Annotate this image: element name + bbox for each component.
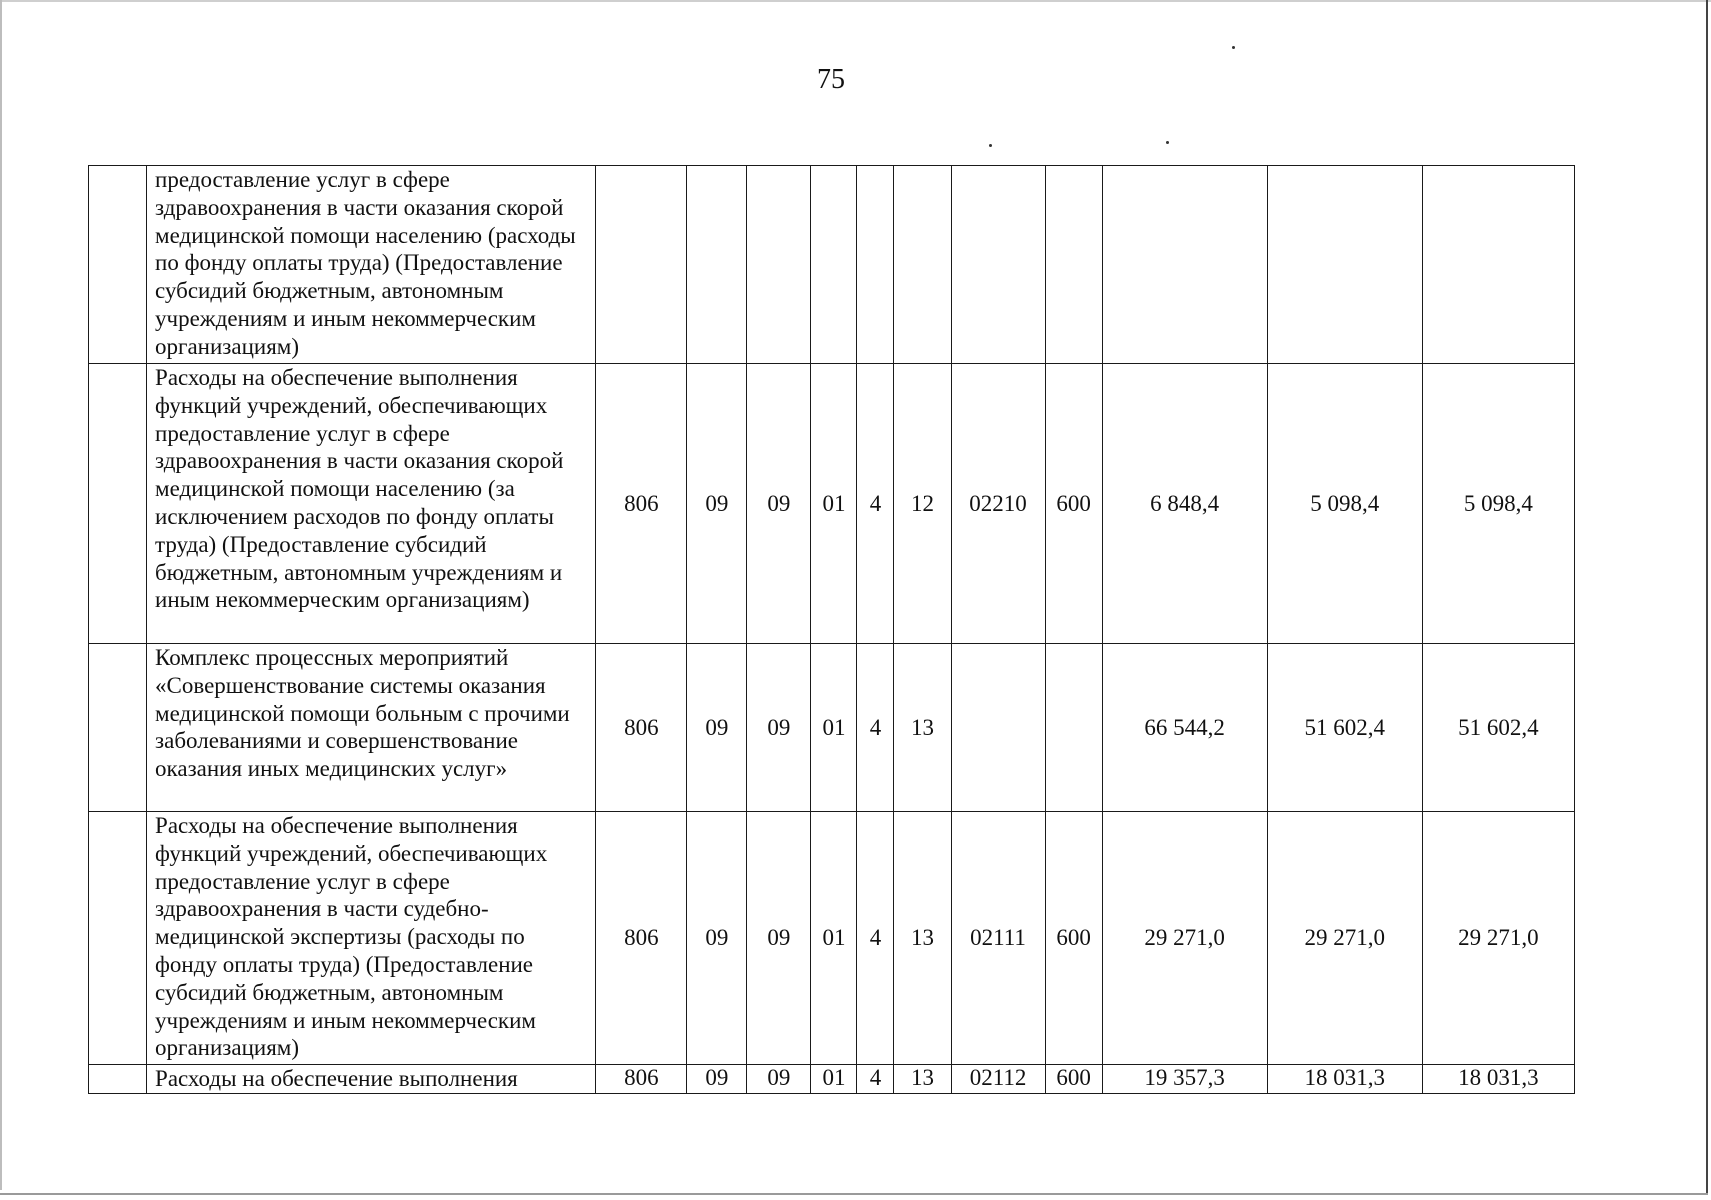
direction-code-cell xyxy=(951,166,1045,364)
row-marker-cell xyxy=(89,644,147,812)
sum-year-2-cell: 5 098,4 xyxy=(1267,364,1422,644)
direction-code-cell: 02210 xyxy=(951,364,1045,644)
subsection-code-cell: 09 xyxy=(747,1065,811,1094)
subprogram-code-cell: 4 xyxy=(857,812,894,1065)
section-code-cell: 09 xyxy=(687,364,747,644)
direction-code-cell: 02112 xyxy=(951,1065,1045,1094)
expense-type-cell: 600 xyxy=(1045,364,1102,644)
table-row xyxy=(89,166,1575,364)
sum-year-2-cell: 51 602,4 xyxy=(1267,644,1422,812)
expense-type-cell xyxy=(1045,644,1102,812)
program-code-cell: 01 xyxy=(811,1065,857,1094)
table-row xyxy=(89,644,1575,812)
program-code-cell: 01 xyxy=(811,364,857,644)
page-edge-right xyxy=(1706,0,1708,1195)
measure-code-cell: 13 xyxy=(894,812,951,1065)
sum-year-1-cell: 6 848,4 xyxy=(1102,364,1267,644)
ministry-code-cell: 806 xyxy=(596,364,687,644)
direction-code-cell: 02111 xyxy=(951,812,1045,1065)
table-row xyxy=(89,812,1575,1065)
section-code-cell: 09 xyxy=(687,1065,747,1094)
sum-year-1-cell: 66 544,2 xyxy=(1102,644,1267,812)
row-marker-cell xyxy=(89,812,147,1065)
row-marker-cell xyxy=(89,1065,147,1094)
description-cell: Расходы на обеспечение выполнения функций учреждений, обеспечивающих предоставление услуг в сфере здравоохранения в части судебно-медицинской экспертизы (расходы по фонду оплаты труда) (Предоставление субсидий бюджетным, автономным учреждениям и иным некоммерческим организациям) xyxy=(147,812,596,1065)
measure-code-cell: 12 xyxy=(894,364,951,644)
program-code-cell xyxy=(811,166,857,364)
section-code-cell: 09 xyxy=(687,812,747,1065)
scan-speck xyxy=(989,144,992,147)
description-cell: Комплекс процессных мероприятий «Совершенствование системы оказания медицинской помощи больным с прочими заболеваниями и совершенствование оказания иных медицинских услуг» xyxy=(147,644,596,812)
subprogram-code-cell: 4 xyxy=(857,1065,894,1094)
page-number: 75 xyxy=(817,64,845,95)
section-code-cell: 09 xyxy=(687,644,747,812)
sum-year-3-cell: 18 031,3 xyxy=(1422,1065,1574,1094)
subsection-code-cell: 09 xyxy=(747,364,811,644)
ministry-code-cell xyxy=(596,166,687,364)
row-marker-cell xyxy=(89,166,147,364)
direction-code-cell xyxy=(951,644,1045,812)
subsection-code-cell: 09 xyxy=(747,644,811,812)
sum-year-2-cell: 29 271,0 xyxy=(1267,812,1422,1065)
description-cell: Расходы на обеспечение выполнения xyxy=(147,1065,596,1094)
program-code-cell: 01 xyxy=(811,644,857,812)
sum-year-3-cell xyxy=(1422,166,1574,364)
table-row xyxy=(89,364,1575,644)
page-edge-left xyxy=(0,0,2,1190)
subprogram-code-cell xyxy=(857,166,894,364)
subsection-code-cell xyxy=(747,166,811,364)
subsection-code-cell: 09 xyxy=(747,812,811,1065)
measure-code-cell xyxy=(894,166,951,364)
sum-year-3-cell: 5 098,4 xyxy=(1422,364,1574,644)
sum-year-1-cell: 19 357,3 xyxy=(1102,1065,1267,1094)
sum-year-3-cell: 51 602,4 xyxy=(1422,644,1574,812)
section-code-cell xyxy=(687,166,747,364)
page-edge-top xyxy=(0,0,1711,2)
measure-code-cell: 13 xyxy=(894,644,951,812)
ministry-code-cell: 806 xyxy=(596,1065,687,1094)
budget-table xyxy=(88,165,1575,1094)
sum-year-3-cell: 29 271,0 xyxy=(1422,812,1574,1065)
expense-type-cell: 600 xyxy=(1045,812,1102,1065)
scan-speck xyxy=(1232,46,1235,49)
table-row xyxy=(89,1065,1575,1094)
sum-year-1-cell xyxy=(1102,166,1267,364)
program-code-cell: 01 xyxy=(811,812,857,1065)
ministry-code-cell: 806 xyxy=(596,812,687,1065)
sum-year-1-cell: 29 271,0 xyxy=(1102,812,1267,1065)
page-edge-bottom xyxy=(0,1193,1708,1195)
expense-type-cell xyxy=(1045,166,1102,364)
subprogram-code-cell: 4 xyxy=(857,644,894,812)
sum-year-2-cell xyxy=(1267,166,1422,364)
measure-code-cell: 13 xyxy=(894,1065,951,1094)
scan-speck xyxy=(1166,141,1169,144)
subprogram-code-cell: 4 xyxy=(857,364,894,644)
description-cell: Расходы на обеспечение выполнения функций учреждений, обеспечивающих предоставление услуг в сфере здравоохранения в части оказания скорой медицинской помощи населению (за исключением расходов по фонду оплаты труда) (Предоставление субсидий бюджетным, автономным учреждениям и иным некоммерческим организациям) xyxy=(147,364,596,644)
description-cell: предоставление услуг в сфере здравоохранения в части оказания скорой медицинской помощи населению (расходы по фонду оплаты труда) (Предоставление субсидий бюджетным, автономным учреждениям и иным некоммерческим организациям) xyxy=(147,166,596,364)
ministry-code-cell: 806 xyxy=(596,644,687,812)
row-marker-cell xyxy=(89,364,147,644)
sum-year-2-cell: 18 031,3 xyxy=(1267,1065,1422,1094)
expense-type-cell: 600 xyxy=(1045,1065,1102,1094)
